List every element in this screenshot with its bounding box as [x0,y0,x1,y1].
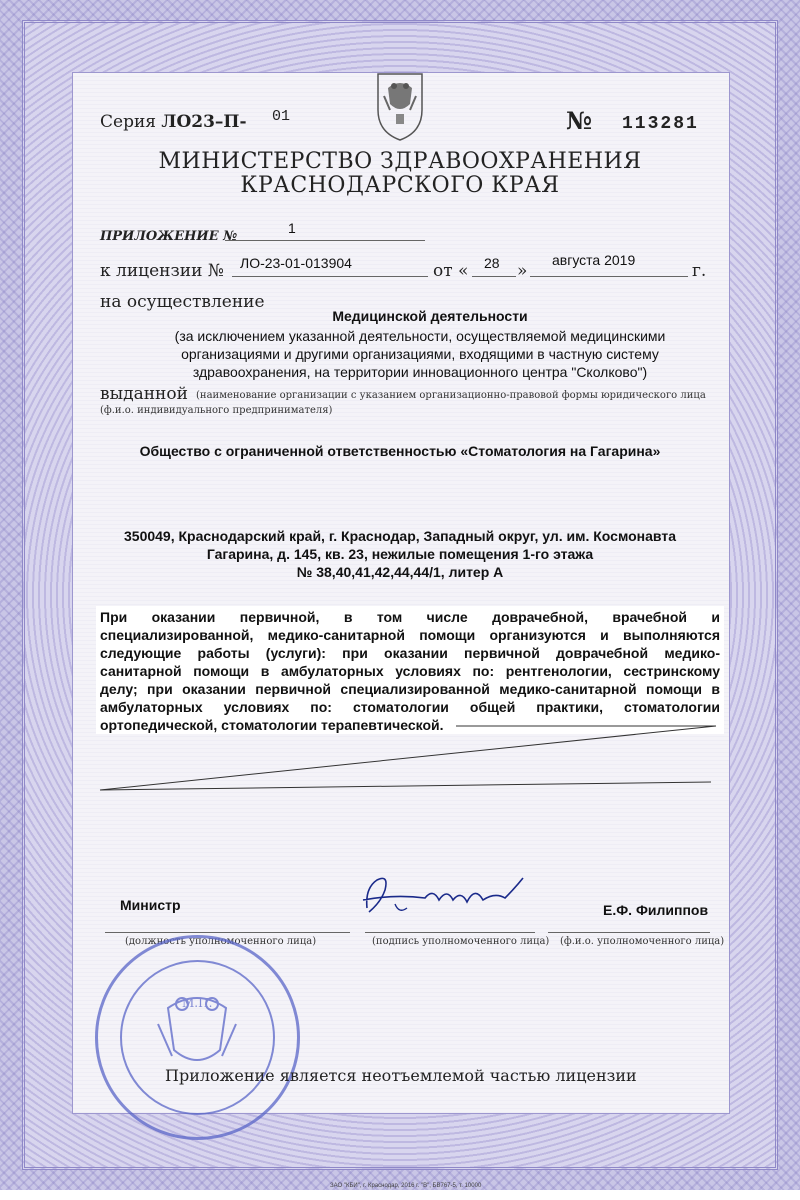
services-line-2: специализированной, медико-санитарной помощи организуются и выполняются [100,627,720,643]
services-line-4: санитарной помощи в амбулаторных условиях по: рентгенологии, сестринскому [100,663,720,679]
organization-address [100,527,700,581]
license-number: ЛО-23-01-013904 [240,255,352,271]
license-year-suffix: г. [692,261,707,281]
activity-note-line-2: организациями и другими организациями, входящими в частную систему [181,346,659,362]
coat-of-arms-icon [370,70,430,142]
services-line-5: делу; при оказании первичной специализированной медико-санитарной помощи в [100,681,720,697]
series-label [100,112,247,132]
official-stamp [95,935,300,1140]
activity-note [140,327,700,381]
ministry-line-1: МИНИСТЕРСТВО ЗДРАВООХРАНЕНИЯ [158,149,642,174]
services-line-3: следующие работы (услуги): при оказании первичной доврачебной медико- [100,645,720,661]
signature-image [355,868,535,928]
activity-label: на осуществление [100,292,265,312]
appendix-number: 1 [288,220,296,236]
issued-hint-1: (наименование организации с указанием организационно-правовой формы юридического лица [196,390,706,401]
license-prefix: к лицензии № [100,261,224,281]
number-sign: № [566,106,593,135]
position-hint: (должность уполномоченного лица) [125,936,317,947]
activity-note-line-3: здравоохранения, на территории инновационного центра "Сколково") [192,364,648,380]
stamp-eagle-icon [98,938,297,1137]
license-from: от « [433,261,469,281]
services-line-1: При оказании первичной, в том числе доврачебной, врачебной и [100,609,720,625]
signatory-name: Е.Ф. Филиппов [603,902,709,918]
address-line-1: 350049, Краснодарский край, г. Краснодар, Западный округ, ул. им. Космонавта [124,528,676,544]
address-line-3: № 38,40,41,42,44,44/1, литер А [296,564,504,580]
signature-hint: (подпись уполномоченного лица) [372,936,550,947]
license-quote-close: » [517,261,528,281]
activity-note-line-1: (за исключением указанной деятельности, осуществляемой медицинскими [174,328,666,344]
stamp-mp: М.П. [182,996,213,1010]
appendix-footnote: Приложение является неотъемлемой частью лицензии [165,1066,637,1085]
license-day: 28 [484,255,500,271]
series-suffix: 01 [272,108,291,125]
void-strike-lines [96,720,726,800]
services-line-7: ортопедической, стоматологии терапевтической. [100,717,444,733]
license-month-year: августа 2019 [552,252,636,268]
services-text [100,608,720,734]
address-line-2: Гагарина, д. 145, кв. 23, нежилые помещения 1-го этажа [206,546,594,562]
name-hint: (ф.и.о. уполномоченного лица) [560,936,725,947]
activity-title: Медицинской деятельности [332,308,528,324]
issued-label: выданной [100,384,188,404]
ministry-line-2: КРАСНОДАРСКОГО КРАЯ [240,173,560,198]
blank-number: 113281 [622,114,699,134]
organization-name: Общество с ограниченной ответственностью «Стоматология на Гагарина» [139,443,661,459]
appendix-label: ПРИЛОЖЕНИЕ № [100,229,238,244]
signatory-position: Министр [120,897,181,913]
series-label-text: Серия [100,112,157,132]
series-value: ЛО23–П- [161,112,247,132]
printer-imprint: ЗАО "КБИ", г. Краснодар, 2016 г. "В", БВ767-5, т. 10000 [330,1183,482,1189]
services-line-6: амбулаторных условиях по: стоматологии общей практики, стоматологии [100,699,720,715]
ministry-title [100,150,700,198]
issued-hint-2: (ф.и.о. индивидуального предпринимателя) [100,405,333,416]
